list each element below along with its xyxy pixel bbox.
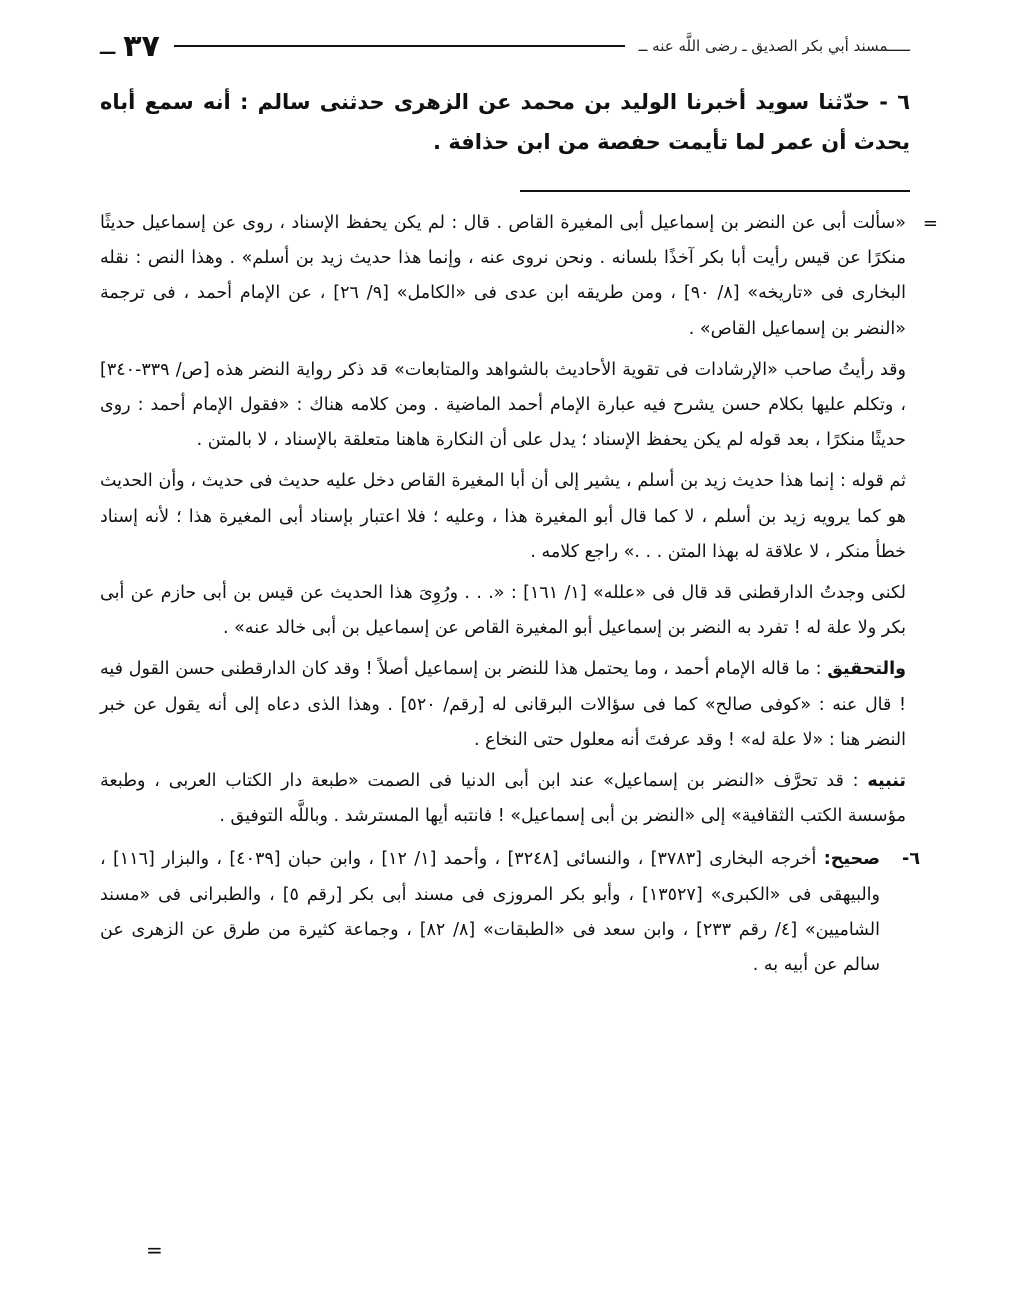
- footnotes: [100, 206, 938, 983]
- footnote-p3: ثم قوله : إنما هذا حديث زيد بن أسلم ، يشير إلى أن أبا المغيرة القاص دخل عليه حديث فى حديث ، وأن الحديث هو كما يرويه زيد بن أسلم ، لا كما قال أبو المغيرة هذا ، وعليه ؛ فلا اعتبار بإسناد أبى المغيرة هذا ؛ لأنه إسناد خطأ منكر ، لا علاقة له بهذا المتن . . .» راجع كلامه .: [100, 471, 906, 562]
- hadith-text-block: [100, 82, 910, 162]
- footnote-6-body: [100, 842, 906, 983]
- hadith-number: ٦ -: [879, 90, 911, 114]
- footnote-separator: [520, 190, 910, 192]
- hadith-text: حدّثنا سويد أخبرنا الوليد بن محمد عن الزهرى حدثنى سالم : أنه سمع أباه يحدث أن عمر لما تأيمت حفصة من ابن حذافة .: [100, 90, 910, 154]
- footnote-paragraph: [100, 764, 910, 834]
- footnote-p5-lead: والتحقيق: [827, 659, 906, 680]
- footnote-paragraph: [100, 464, 910, 570]
- footnote-p4: لكنى وجدتُ الدارقطنى قد قال فى «علله» [١/ ١٦١] : «. . . ورُوِىَ هذا الحديث عن قيس بن أبى حازم عن أبى بكر ولا علة له ! تفرد به النضر بن إسماعيل أبو المغيرة القاص عن إسماعيل بن أبى خالد عنه» .: [100, 583, 906, 639]
- page-number: ٣٧: [123, 28, 160, 64]
- footnote-p1: «سألت أبى عن النضر بن إسماعيل أبى المغيرة القاص . قال : لم يكن يحفظ الإسناد ، روى عن إسماعيل حديثًا منكرًا عن قيس رأيت أبا بكر آخذًا بلسانه . ونحن نروى عنه ، وإنما هذا حديث زيد بن أسلم» . وهذا النص : نقله البخارى فى «تاريخه» [٨/ ٩٠] ، ومن طريقه ابن عدى فى «الكامل» [٩/ ٢٦] ، عن الإمام أحمد ، فى ترجمة «النضر بن إسماعيل القاص» .: [100, 213, 906, 339]
- footnote-6: [100, 842, 920, 983]
- footnote-paragraph: [100, 652, 910, 758]
- continuation-mark: =: [922, 213, 938, 234]
- footnote-p5: : ما قاله الإمام أحمد ، وما يحتمل هذا للنضر بن إسماعيل أصلاً ! وقد كان الدارقطنى حسن القول فيه ! قال عنه : «كوفى صالح» كما فى سؤالات البرقانى له [رقم/ ٥٢٠] . وهذا الذى دعاه إلى أنه يقول عن خبر النضر هنا : «لا علة له» ! وقد عرفتَ أنه معلول حتى النخاع .: [100, 659, 906, 750]
- footnote-paragraph: [100, 206, 938, 347]
- footnote-p6: : قد تحرَّف «النضر بن إسماعيل» عند ابن أبى الدنيا فى الصمت «طبعة دار الكتاب العربى ، وطبعة مؤسسة الكتب الثقافية» إلى «النضر بن أبى إسماعيل» ! فانتبه أيها المسترشد . وباللَّه التوفيق .: [100, 771, 906, 827]
- header-title: ـــــمسند أبي بكر الصديق ـ رضى اللَّه عنه ــ: [638, 37, 910, 55]
- footnote-6-number: ٦-: [902, 849, 920, 870]
- footnote-6-text: أخرجه البخارى [٣٧٨٣] ، والنسائى [٣٢٤٨] ، وأحمد [١/ ١٢] ، وابن حبان [٤٠٣٩] ، والبزار [١١٦] ، والبيهقى فى «الكبرى» [١٣٥٢٧] ، وأبو بكر المروزى فى مسند أبى بكر [رقم ٥] ، والطبرانى فى «مسند الشاميين» [٤/ رقم ٢٣٣] ، وابن سعد فى «الطبقات» [٨/ ٨٢] ، وجماعة كثيرة من طرق عن الزهرى عن سالم عن أبيه به .: [100, 849, 880, 976]
- footnote-p2: وقد رأيتُ صاحب «الإرشادات فى تقوية الأحاديث بالشواهد والمتابعات» قد ذكر رواية النضر هذه [ص/ ٣٣٩-٣٤٠] ، وتكلم عليها بكلام حسن يشرح فيه عبارة الإمام أحمد الماضية . ومن كلامه هناك : «فقول الإمام أحمد : روى حديثًا منكرًا ، بعد قوله لم يكن يحفظ الإسناد ؛ يدل على أن النكارة هاهنا متعلقة بالإسناد ، لا بالمتن .: [100, 359, 906, 451]
- footnote-paragraph: [100, 353, 910, 459]
- footnote-6-grade: صحيح:: [823, 849, 880, 870]
- header-rule: [174, 45, 625, 47]
- page-number-dash: ــ: [100, 31, 116, 61]
- running-header: [100, 28, 910, 64]
- footnote-paragraph: [100, 576, 910, 646]
- footnote-p6-lead: تنبيه: [867, 771, 906, 792]
- continuation-end-mark: =: [146, 1238, 163, 1262]
